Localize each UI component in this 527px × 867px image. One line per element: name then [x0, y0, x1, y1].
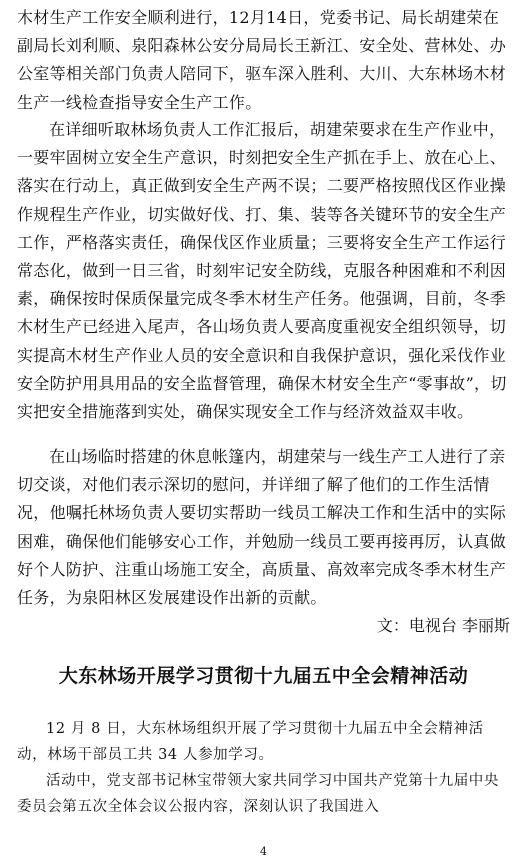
article1-paragraph-2: 在详细听取林场负责人工作汇报后，胡建荣要求在生产作业中，一要牢固树立安全生产意识，时刻把安全生产抓在手上、放在心上、落实在行动上，真正做到安全生产两不误；二要严格按照伐区作业操作规程生产作业，切实做好伐、打、集、装等各关键环节的安全生产工作，严格落实责任，确保伐区作业质量；三要将安全生产工作运行常态化，做到一日三省，时刻牢记安全防线，克服各种困难和不利因素，确保按时保质保量完成冬季木材生产任务。他强调，目前，冬季木材生产已经进入尾声，各山场负责人要高度重视安全组织领导，切实提高木材生产作业人员的安全意识和自我保护意识，强化采伐作业安全防护用具用品的安全监督管理，确保木材安全生产“零事故”，切实把安全措施落到实处，确保实现安全工作与经济效益双丰收。 [17, 120, 507, 422]
article2-paragraph-2: 活动中，党支部书记林宝带领大家共同学习中国共产党第十九届中央委员会第五次全体会议公报内容，深刻认识了我国进入 [17, 773, 499, 815]
page-number: 4 [260, 845, 267, 858]
article2-headline: 大东林场开展学习贯彻十九届五中全会精神活动 [58, 665, 469, 687]
article1-paragraph-3: 在山场临时搭建的休息帐篷内，胡建荣与一线生产工人进行了亲切交谈，对他们表示深切的慰问，并详细了解了他们的工作生活情况，他嘱托林场负责人要切实帮助一线员工解决工作和生活中的实际困难，确保他们能够安心工作，并勉励一线员工要再接再厉，认真做好个人防护、注重山场施工安全，高质量、高效率完成冬季木材生产任务，为泉阳林区发展建设作出新的贡献。 [17, 447, 507, 608]
article2-paragraph-1: 12 月 8 日，大东林场组织开展了学习贯彻十九届五中全会精神活动，林场干部员工共 34 人参加学习。 [17, 721, 484, 763]
article1-credit: 文：电视台 李丽斯 [376, 616, 510, 635]
article1-paragraph-1: 木材生产工作安全顺利进行，12月14日，党委书记、局长胡建荣在副局长刘利顺、泉阳森林公安分局局长王新江、安全处、营林处、办公室等相关部门负责人陪同下，驱车深入胜利、大川、大东林场木材生产一线检查指导安全生产工作。 [17, 8, 507, 112]
